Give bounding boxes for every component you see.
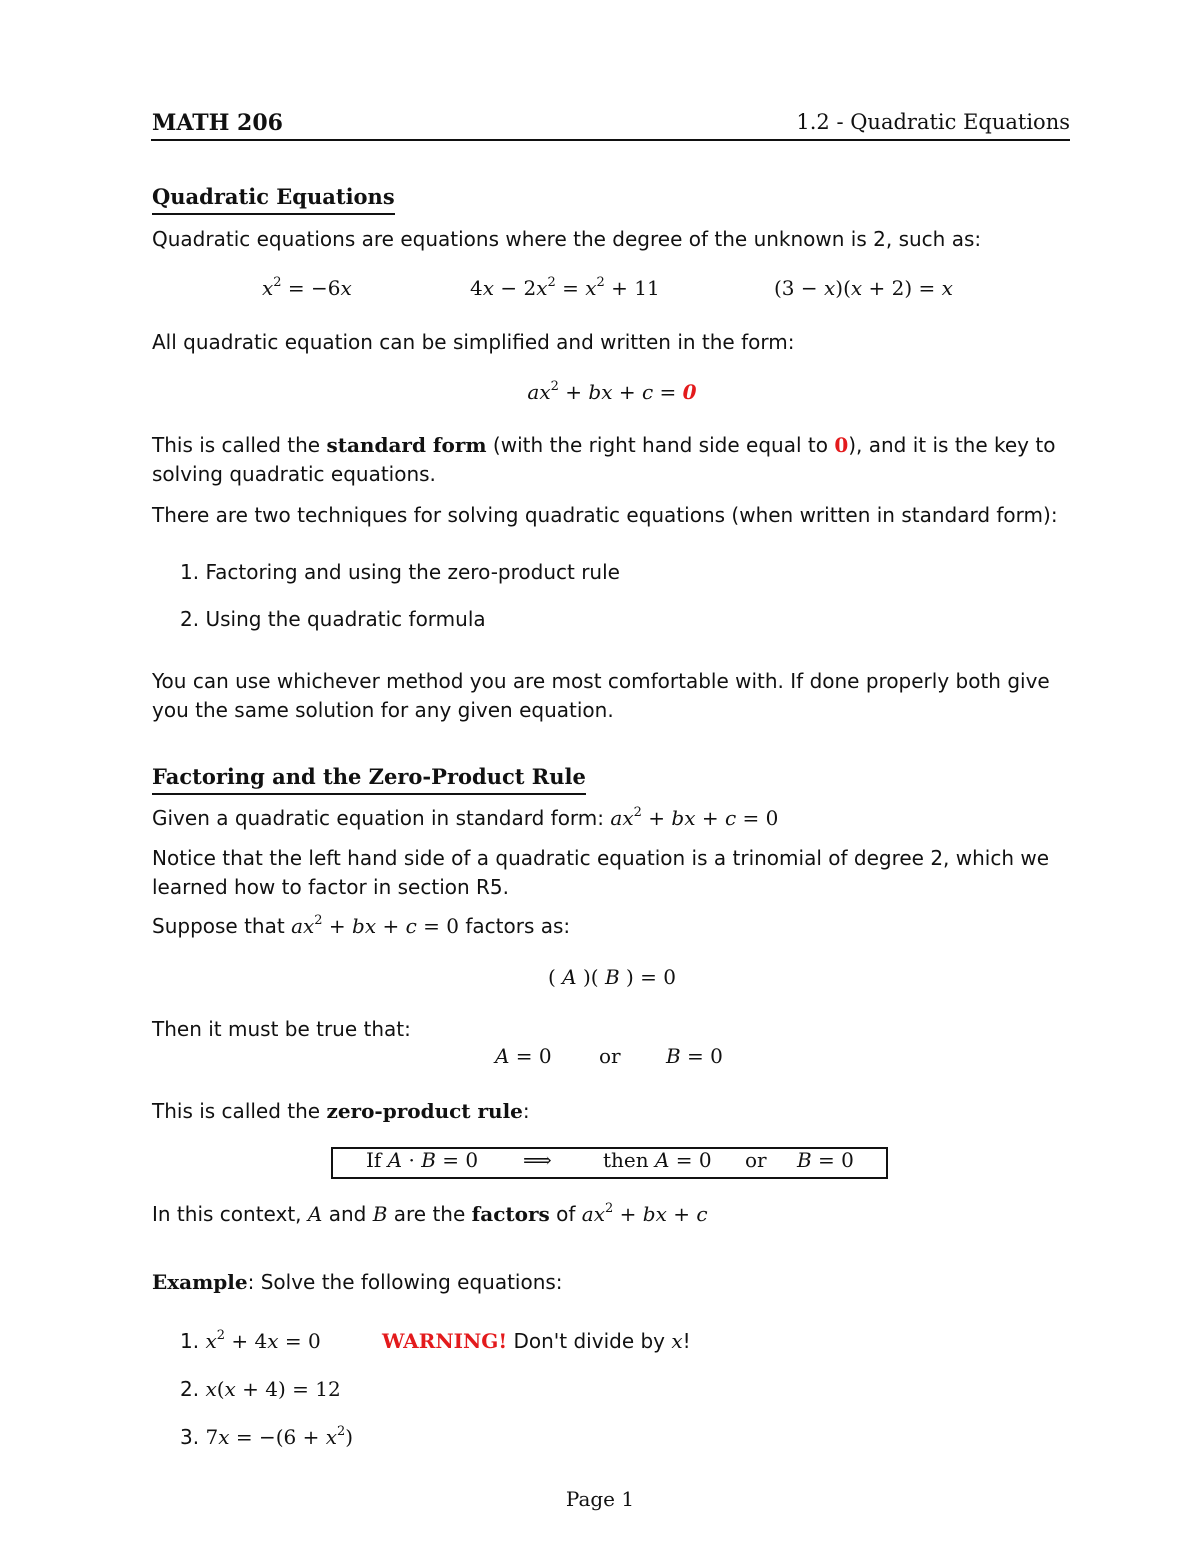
header-course: MATH 206: [152, 110, 283, 136]
then-text: Then it must be true that:: [152, 1017, 411, 1041]
page-number: Page 1: [565, 1487, 635, 1511]
example-heading: Example: Solve the following equations:: [152, 1270, 563, 1294]
example-label: Example: [152, 1270, 248, 1294]
header-divider: [151, 139, 1070, 141]
list-item: 2. Using the quadratic formula: [180, 607, 486, 631]
factors-term: factors: [471, 1202, 550, 1226]
list-item: 1. Factoring and using the zero-product rule: [180, 560, 620, 584]
condition-or: or: [599, 1044, 621, 1068]
notice-text: Notice that the left hand side of a quadratic equation is a trinomial of degree 2, which we learned how to factor in section R5.: [152, 846, 1050, 899]
rule-box-or: or: [745, 1148, 767, 1172]
warning-note: WARNING! Don't divide by x!: [382, 1329, 691, 1353]
rule-text: This is called the zero-product rule:: [152, 1099, 530, 1123]
standard-form-equation: $ax^2$ + bx + c = 0: [527, 379, 697, 404]
example-equation-3: (3 − x)(x + 2) = x: [774, 276, 953, 300]
simplify-text: All quadratic equation can be simplified and written in the form:: [152, 330, 795, 354]
rule-box-if: If A · B = 0: [366, 1148, 479, 1172]
example-equation-1: $x^2 = -6x$: [262, 275, 352, 300]
suppose-text: Suppose that $ax^2$ + bx + c = 0 factors as:: [152, 913, 571, 938]
implies-arrow: ⟹: [523, 1148, 552, 1172]
standard-form-zero: 0: [682, 380, 697, 404]
condition-b: B = 0: [666, 1044, 723, 1068]
header-section: 1.2 - Quadratic Equations: [796, 110, 1070, 134]
example-equation-2: $4x - 2x^2 = x^2 + 11$: [470, 275, 660, 300]
factored-form: ( A )( B ) = 0: [547, 965, 676, 989]
given-text: Given a quadratic equation in standard form: $ax^2$ + bx + c = 0: [152, 805, 779, 830]
warning-label: WARNING!: [382, 1329, 508, 1353]
list-item: 2. x(x + 4) = 12: [180, 1377, 341, 1401]
rule-term: zero-product rule: [326, 1099, 523, 1123]
standard-form-paragraph: This is called the standard form (with the right hand side equal to 0), and it is the key to solving quadratic equations.: [152, 433, 1056, 486]
condition-a: A = 0: [495, 1044, 552, 1068]
section-title-factoring: Factoring and the Zero-Product Rule: [152, 764, 586, 795]
comfort-text: You can use whichever method you are most comfortable with. If done properly both give you the same solution for any given equation.: [152, 669, 1050, 722]
techniques-text: There are two techniques for solving quadratic equations (when written in standard form):: [152, 503, 1058, 527]
section-title-quadratic-equations: Quadratic Equations: [152, 184, 395, 215]
standard-form-term: standard form: [326, 433, 487, 457]
list-item: 1. $x^2 + 4x = 0$: [180, 1328, 321, 1353]
rule-box-then: then A = 0: [603, 1148, 712, 1172]
rule-box-b: B = 0: [797, 1148, 854, 1172]
context-text: In this context, A and B are the factors of $ax^2$ + bx + c: [152, 1201, 708, 1226]
list-item: 3. $7x = -(6 + x^2)$: [180, 1424, 354, 1449]
definition-text: Quadratic equations are equations where the degree of the unknown is 2, such as:: [152, 227, 982, 251]
